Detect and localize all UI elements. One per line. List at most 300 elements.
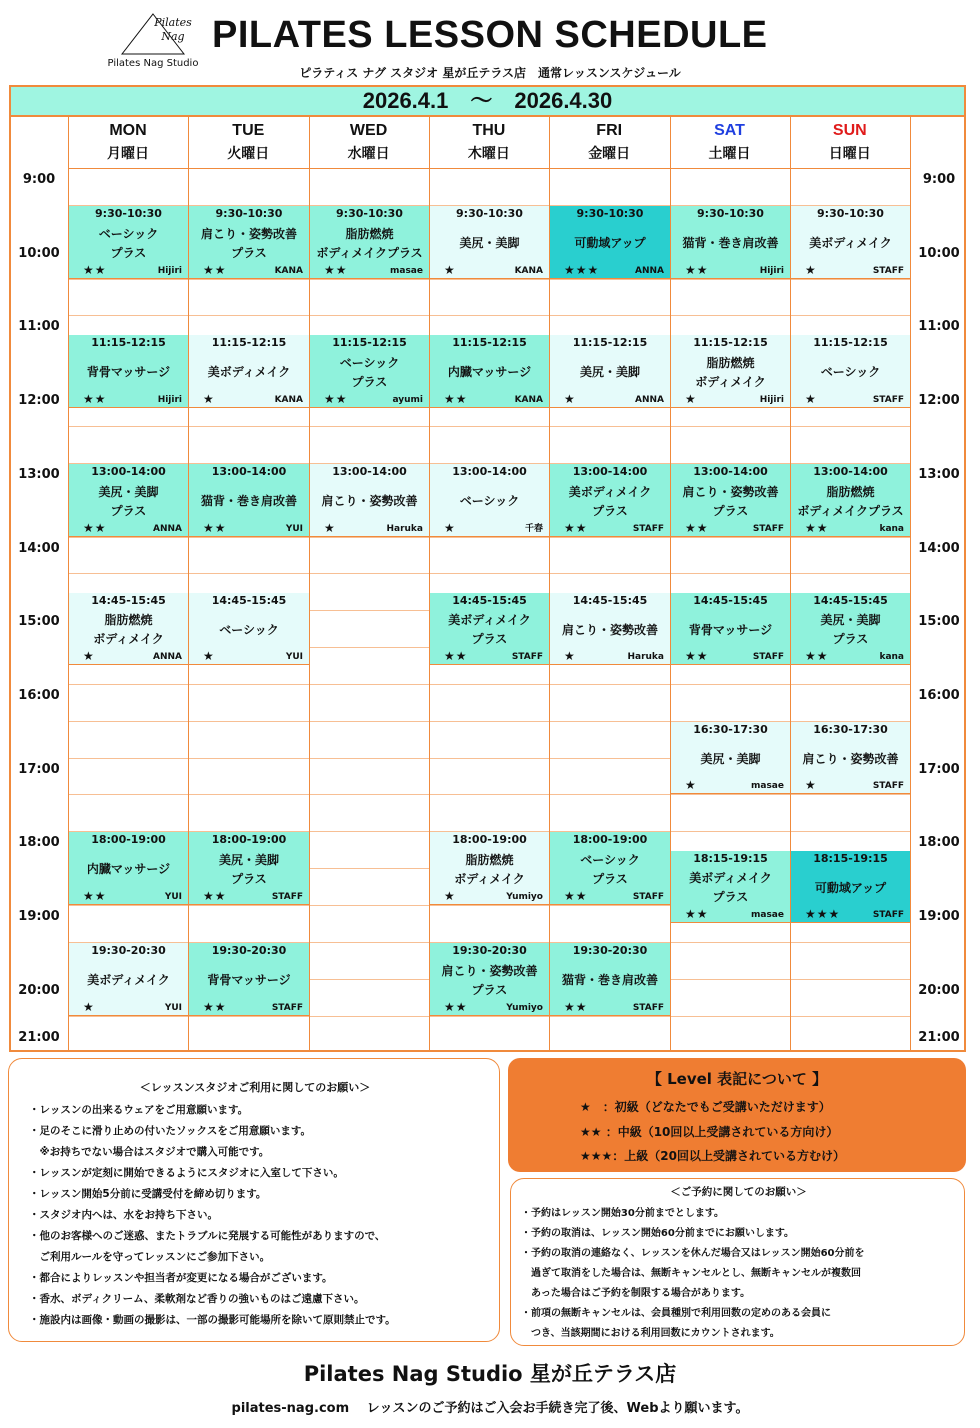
lesson-instructor: ANNA bbox=[153, 652, 182, 662]
lesson-time: 9:30-10:30 bbox=[456, 207, 523, 220]
lesson-name: 美ボディメイク bbox=[689, 871, 772, 885]
reservation-rule-item: 過ぎて取消をした場合は、無断キャンセルとし、無断キャンセルが複数回 bbox=[521, 1268, 861, 1279]
lesson-instructor: Hijiri bbox=[157, 395, 182, 405]
level-legend-item: ★★ ：中級（10回以上受講されている方向け） bbox=[580, 1124, 839, 1139]
hour-label-left: 19:00 bbox=[18, 909, 60, 924]
lesson-instructor: masae bbox=[751, 781, 784, 791]
lesson-name: 美ボディメイク bbox=[87, 973, 170, 987]
lesson-time: 14:45-15:45 bbox=[91, 594, 166, 607]
lesson-level-stars: ★ bbox=[444, 889, 456, 903]
lesson-level-stars: ★ bbox=[444, 263, 456, 277]
lesson-time: 19:30-20:30 bbox=[452, 944, 527, 957]
lesson-level-stars: ★★ bbox=[324, 263, 348, 277]
hour-label-left: 17:00 bbox=[18, 762, 60, 777]
lesson-cell[interactable] bbox=[671, 593, 790, 665]
level-legend-item: ★★★：上級（20回以上受講されている方むけ） bbox=[580, 1149, 845, 1163]
lesson-cell[interactable] bbox=[189, 943, 309, 1016]
lesson-cell[interactable] bbox=[430, 206, 549, 279]
lesson-level-stars: ★ bbox=[805, 778, 817, 792]
lesson-level-stars: ★★ bbox=[83, 392, 107, 406]
lesson-time: 11:15-12:15 bbox=[211, 336, 287, 349]
studio-rule-item: ・レッスンの出来るウェアをご用意願います。 bbox=[29, 1104, 249, 1116]
lesson-level-stars: ★★ bbox=[203, 263, 227, 277]
day-header-thu bbox=[429, 119, 549, 167]
lesson-time: 19:30-20:30 bbox=[91, 944, 166, 957]
lesson-name: 肩こり・姿勢改善 bbox=[200, 227, 297, 241]
lesson-instructor: Haruka bbox=[627, 652, 664, 662]
lesson-cell[interactable] bbox=[791, 464, 910, 537]
lesson-time: 9:30-10:30 bbox=[576, 207, 644, 220]
hour-label-left: 10:00 bbox=[18, 246, 60, 261]
lesson-name: ベーシック bbox=[820, 365, 881, 379]
lesson-cell[interactable] bbox=[430, 464, 549, 537]
hour-label-right: 9:00 bbox=[922, 172, 956, 187]
lesson-instructor: Haruka bbox=[386, 524, 423, 534]
lesson-instructor: masae bbox=[751, 910, 784, 920]
studio-rule-item: ・レッスン開始5分前に受講受付を締め切ります。 bbox=[29, 1188, 267, 1200]
lesson-level-stars: ★★ bbox=[203, 521, 227, 535]
lesson-instructor: STAFF bbox=[872, 266, 904, 276]
lesson-instructor: STAFF bbox=[752, 652, 784, 662]
hour-label-left: 9:00 bbox=[22, 172, 56, 187]
day-name-jp: 金曜日 bbox=[588, 146, 631, 162]
lesson-instructor: Hijiri bbox=[759, 395, 784, 405]
lesson-level-stars: ★ bbox=[564, 392, 576, 406]
lesson-name: プラス bbox=[592, 872, 628, 886]
lesson-level-stars: ★★ bbox=[685, 907, 709, 921]
lesson-time: 16:30-17:30 bbox=[693, 723, 768, 736]
slot-line bbox=[68, 1016, 910, 1017]
lesson-name: ボディメイクプラス bbox=[797, 504, 904, 518]
lesson-level-stars: ★ bbox=[203, 649, 215, 663]
lesson-level-stars: ★★ bbox=[203, 889, 227, 903]
hour-label-right: 13:00 bbox=[918, 467, 960, 482]
lesson-level-stars: ★★ bbox=[83, 889, 107, 903]
lesson-time: 14:45-15:45 bbox=[452, 594, 527, 607]
lesson-name: 肩こり・姿勢改善 bbox=[561, 623, 658, 637]
lesson-name: 美尻・美脚 bbox=[459, 236, 520, 250]
reservation-rule-item: ・予約はレッスン開始30分前までとします。 bbox=[521, 1208, 725, 1219]
schedule-grid bbox=[9, 117, 966, 1052]
lesson-level-stars: ★ bbox=[324, 521, 336, 535]
lesson-instructor: YUI bbox=[164, 1003, 182, 1013]
hour-label-left: 14:00 bbox=[18, 541, 60, 556]
day-header-sun bbox=[790, 119, 910, 167]
lesson-instructor: KANA bbox=[514, 266, 543, 276]
lesson-level-stars: ★★ bbox=[564, 889, 588, 903]
lesson-time: 11:15-12:15 bbox=[452, 336, 527, 349]
lesson-instructor: KANA bbox=[514, 395, 543, 405]
lesson-instructor: masae bbox=[390, 266, 423, 276]
reservation-rules-heading: ＜ご予約に関してのお願い＞ bbox=[670, 1186, 807, 1198]
hour-label-right: 20:00 bbox=[918, 983, 960, 998]
lesson-level-stars: ★ bbox=[805, 392, 817, 406]
lesson-instructor: Yumiyo bbox=[506, 1003, 543, 1013]
lesson-name: 美尻・美脚 bbox=[218, 853, 279, 867]
logo-studio-name: Pilates Nag Studio bbox=[107, 58, 199, 69]
lesson-name: 脂肪燃焼 bbox=[706, 356, 755, 370]
lesson-instructor: YUI bbox=[164, 892, 182, 902]
lesson-name: プラス bbox=[110, 246, 147, 260]
lesson-level-stars: ★★ bbox=[564, 1000, 588, 1014]
lesson-name: 脂肪燃焼 bbox=[465, 853, 514, 867]
schedule-period: 2026.4.1 ～ 2026.4.30 bbox=[9, 85, 966, 117]
hour-label-right: 19:00 bbox=[918, 909, 960, 924]
lesson-name: プラス bbox=[110, 504, 147, 518]
lesson-cell[interactable] bbox=[550, 593, 670, 665]
lesson-name: 可動域アップ bbox=[574, 236, 646, 250]
lesson-time: 16:30-17:30 bbox=[813, 723, 888, 736]
lesson-name: ボディメイク bbox=[93, 632, 164, 646]
studio-rule-item: ・スタジオ内へは、水をお持ち下さい。 bbox=[29, 1209, 218, 1221]
lesson-name: 肩こり・姿勢改善 bbox=[321, 494, 418, 508]
lesson-name: プラス bbox=[471, 632, 508, 646]
lesson-cell[interactable] bbox=[791, 593, 910, 665]
lesson-instructor: STAFF bbox=[271, 1003, 303, 1013]
lesson-cell[interactable] bbox=[791, 722, 910, 794]
level-legend-box bbox=[508, 1058, 966, 1172]
lesson-cell[interactable] bbox=[671, 851, 790, 923]
lesson-instructor: STAFF bbox=[632, 524, 664, 534]
day-header-sat bbox=[670, 119, 790, 167]
lesson-instructor: 千春 bbox=[524, 524, 543, 534]
hour-label-left: 21:00 bbox=[18, 1030, 60, 1045]
lesson-name: プラス bbox=[471, 983, 508, 997]
lesson-level-stars: ★★ bbox=[444, 1000, 468, 1014]
lesson-cell[interactable] bbox=[430, 943, 549, 1016]
day-name-en: SAT bbox=[714, 122, 745, 139]
studio-rule-item: ※お持ちでない場合はスタジオで購入可能です。 bbox=[29, 1146, 270, 1158]
lesson-name: 美ボディメイク bbox=[448, 613, 531, 627]
lesson-cell[interactable] bbox=[671, 335, 790, 408]
day-name-jp: 木曜日 bbox=[467, 146, 510, 162]
lesson-level-stars: ★★ bbox=[685, 521, 709, 535]
lesson-time: 13:00-14:00 bbox=[452, 465, 527, 478]
studio-rule-item: ・都合によりレッスンや担当者が変更になる場合がございます。 bbox=[29, 1272, 333, 1284]
lesson-name: 美尻・美脚 bbox=[98, 485, 159, 499]
lesson-name: 背骨マッサージ bbox=[688, 623, 773, 637]
hour-label-left: 20:00 bbox=[18, 983, 60, 998]
lesson-cell[interactable] bbox=[550, 464, 670, 537]
hour-label-left: 18:00 bbox=[18, 835, 60, 850]
studio-rule-item: ・レッスンが定刻に開始できるようにスタジオに入室して下さい。 bbox=[29, 1167, 344, 1179]
lesson-cell[interactable] bbox=[189, 832, 309, 905]
hour-label-right: 16:00 bbox=[918, 688, 960, 703]
lesson-time: 13:00-14:00 bbox=[211, 465, 287, 478]
reservation-rule-item: ・予約の取消の連絡なく、レッスンを休んだ場合又はレッスン開始60分前を bbox=[521, 1248, 865, 1259]
lesson-time: 11:15-12:15 bbox=[572, 336, 648, 349]
lesson-instructor: STAFF bbox=[752, 524, 784, 534]
lesson-instructor: KANA bbox=[274, 266, 303, 276]
lesson-cell[interactable] bbox=[430, 593, 549, 665]
lesson-name: ベーシック bbox=[98, 227, 159, 241]
lesson-time: 11:15-12:15 bbox=[91, 336, 166, 349]
lesson-cell[interactable] bbox=[189, 593, 309, 665]
lesson-instructor: STAFF bbox=[271, 892, 303, 902]
lesson-time: 18:00-19:00 bbox=[91, 833, 166, 846]
lesson-name: 可動域アップ bbox=[814, 881, 887, 895]
lesson-cell[interactable] bbox=[69, 464, 188, 537]
page-title: PILATES LESSON SCHEDULE bbox=[212, 14, 768, 56]
lesson-time: 14:45-15:45 bbox=[572, 594, 648, 607]
lesson-name: 美ボディメイク bbox=[809, 236, 892, 250]
day-name-jp: 水曜日 bbox=[347, 146, 390, 162]
day-header-wed bbox=[309, 119, 429, 167]
lesson-level-stars: ★★ bbox=[444, 392, 468, 406]
lesson-level-stars: ★★ bbox=[83, 521, 107, 535]
lesson-level-stars: ★★ bbox=[685, 649, 709, 663]
lesson-level-stars: ★ bbox=[203, 392, 215, 406]
lesson-cell[interactable] bbox=[550, 206, 670, 279]
lesson-name: 猫背・巻き肩改善 bbox=[200, 494, 297, 508]
lesson-level-stars: ★★ bbox=[805, 649, 829, 663]
lesson-level-stars: ★★ bbox=[203, 1000, 227, 1014]
lesson-name: ボディメイク bbox=[454, 872, 525, 886]
lesson-name: 美ボディメイク bbox=[568, 485, 652, 499]
lesson-cell[interactable] bbox=[189, 206, 309, 279]
lesson-time: 13:00-14:00 bbox=[572, 465, 648, 478]
lesson-name: 肩こり・姿勢改善 bbox=[682, 485, 779, 499]
lesson-time: 13:00-14:00 bbox=[693, 465, 768, 478]
lesson-name: ベーシック bbox=[580, 853, 640, 867]
lesson-time: 11:15-12:15 bbox=[693, 336, 768, 349]
lesson-time: 14:45-15:45 bbox=[211, 594, 287, 607]
lesson-time: 13:00-14:00 bbox=[332, 465, 407, 478]
lesson-level-stars: ★ bbox=[564, 649, 576, 663]
lesson-name: ベーシック bbox=[459, 494, 520, 508]
header-divider bbox=[68, 168, 910, 169]
lesson-time: 11:15-12:15 bbox=[332, 336, 407, 349]
day-name-en: TUE bbox=[232, 122, 265, 139]
hour-label-right: 12:00 bbox=[918, 393, 960, 408]
lesson-instructor: ANNA bbox=[635, 395, 664, 405]
lesson-name: プラス bbox=[832, 632, 869, 646]
lesson-cell[interactable] bbox=[310, 335, 429, 408]
lesson-instructor: kana bbox=[879, 524, 904, 534]
studio-rules-box bbox=[8, 1058, 500, 1342]
lesson-instructor: STAFF bbox=[872, 781, 904, 791]
lesson-cell[interactable] bbox=[550, 335, 670, 408]
lesson-name: 脂肪燃焼 bbox=[345, 227, 394, 241]
lesson-name: プラス bbox=[231, 246, 267, 260]
reservation-rule-item: あった場合はご予約を制限する場合があります。 bbox=[521, 1288, 751, 1299]
lesson-time: 9:30-10:30 bbox=[215, 207, 283, 220]
day-name-en: THU bbox=[472, 122, 506, 139]
studio-rule-item: ・施設内は画像・動画の撮影は、一部の撮影可能場所を除いて原則禁止です。 bbox=[29, 1314, 396, 1326]
lesson-name: 肩こり・姿勢改善 bbox=[441, 964, 538, 978]
lesson-cell[interactable] bbox=[69, 593, 188, 665]
slot-line bbox=[68, 794, 910, 795]
lesson-level-stars: ★ bbox=[444, 521, 456, 535]
hour-label-left: 15:00 bbox=[18, 614, 60, 629]
reservation-rule-item: ・前項の無断キャンセルは、会員種別で利用回数の定めのある会員に bbox=[521, 1308, 831, 1319]
lesson-name: 美尻・美脚 bbox=[700, 752, 761, 766]
lesson-name: 猫背・巻き肩改善 bbox=[682, 236, 779, 250]
studio-rules-heading: ＜レッスンスタジオご利用に関してのお願い＞ bbox=[139, 1081, 371, 1094]
lesson-time: 13:00-14:00 bbox=[91, 465, 166, 478]
lesson-cell[interactable] bbox=[671, 464, 790, 537]
slot-line bbox=[68, 279, 910, 280]
lesson-instructor: STAFF bbox=[872, 910, 904, 920]
logo-text-top: Pilates bbox=[154, 16, 192, 29]
lesson-level-stars: ★ bbox=[83, 649, 95, 663]
lesson-time: 18:00-19:00 bbox=[572, 833, 648, 846]
logo-text-bottom: Nag bbox=[161, 30, 185, 43]
lesson-name: 美ボディメイク bbox=[207, 365, 291, 379]
lesson-instructor: ANNA bbox=[635, 266, 664, 276]
hour-label-left: 12:00 bbox=[18, 393, 60, 408]
lesson-instructor: KANA bbox=[274, 395, 303, 405]
footer-note: pilates-nag.com レッスンのご予約はご入会お手続き完了後、Webより願います。 bbox=[231, 1401, 749, 1416]
lesson-cell[interactable] bbox=[310, 464, 429, 537]
lesson-level-stars: ★★ bbox=[805, 521, 829, 535]
lesson-name: 背骨マッサージ bbox=[207, 973, 291, 987]
lesson-name: 美尻・美脚 bbox=[579, 365, 640, 379]
lesson-name: プラス bbox=[351, 375, 388, 389]
lesson-level-stars: ★ bbox=[805, 263, 817, 277]
hour-label-right: 17:00 bbox=[918, 762, 960, 777]
lesson-instructor: STAFF bbox=[632, 1003, 664, 1013]
hour-label-left: 11:00 bbox=[18, 319, 60, 334]
reservation-rule-item: つき、当該期間における利用回数にカウントされます。 bbox=[521, 1328, 780, 1339]
hour-label-right: 21:00 bbox=[918, 1030, 960, 1045]
lesson-cell[interactable] bbox=[430, 335, 549, 408]
lesson-instructor: STAFF bbox=[511, 652, 543, 662]
lesson-time: 13:00-14:00 bbox=[813, 465, 888, 478]
lesson-instructor: STAFF bbox=[632, 892, 664, 902]
lesson-level-stars: ★ bbox=[685, 392, 697, 406]
lesson-time: 11:15-12:15 bbox=[813, 336, 888, 349]
hour-label-right: 11:00 bbox=[918, 319, 960, 334]
lesson-cell[interactable] bbox=[671, 206, 790, 279]
day-name-en: WED bbox=[349, 122, 388, 139]
lesson-level-stars: ★★ bbox=[685, 263, 709, 277]
lesson-cell[interactable] bbox=[550, 943, 670, 1016]
lesson-instructor: Hijiri bbox=[157, 266, 182, 276]
slot-line bbox=[68, 537, 910, 538]
lesson-name: ベーシック bbox=[219, 623, 279, 637]
lesson-cell[interactable] bbox=[189, 464, 309, 537]
lesson-cell[interactable] bbox=[310, 206, 429, 279]
day-name-jp: 月曜日 bbox=[107, 146, 149, 162]
lesson-time: 19:30-20:30 bbox=[211, 944, 287, 957]
lesson-time: 19:30-20:30 bbox=[572, 944, 648, 957]
lesson-time: 18:15-19:15 bbox=[693, 852, 768, 865]
page-subtitle: ピラティス ナグ スタジオ 星が丘テラス店 通常レッスンスケジュール bbox=[299, 66, 681, 80]
day-name-jp: 火曜日 bbox=[227, 146, 270, 162]
day-name-en: FRI bbox=[596, 122, 623, 139]
lesson-name: 猫背・巻き肩改善 bbox=[561, 973, 658, 987]
lesson-time: 9:30-10:30 bbox=[697, 207, 764, 220]
level-legend-item: ★ ：初級（どなたでもご受講いただけます） bbox=[580, 1100, 831, 1114]
lesson-time: 9:30-10:30 bbox=[336, 207, 403, 220]
lesson-name: 背骨マッサージ bbox=[86, 365, 171, 379]
studio-rule-item: ・他のお客様へのご迷惑、またトラブルに発展する可能性がありますので、 bbox=[29, 1230, 386, 1242]
lesson-name: 肩こり・姿勢改善 bbox=[802, 752, 899, 766]
lesson-name: 内臓マッサージ bbox=[86, 862, 171, 876]
day-header-fri bbox=[549, 119, 669, 167]
lesson-time: 9:30-10:30 bbox=[95, 207, 162, 220]
slot-line bbox=[68, 426, 910, 427]
lesson-instructor: STAFF bbox=[872, 395, 904, 405]
lesson-name: 美尻・美脚 bbox=[820, 613, 881, 627]
lesson-cell[interactable] bbox=[791, 206, 910, 279]
lesson-name: プラス bbox=[592, 504, 628, 518]
lesson-level-stars: ★★ bbox=[444, 649, 468, 663]
day-header-mon bbox=[68, 119, 188, 167]
day-name-en: MON bbox=[109, 122, 147, 139]
day-name-jp: 土曜日 bbox=[708, 146, 751, 162]
lesson-instructor: kana bbox=[879, 652, 904, 662]
studio-rule-item: ・足のそこに滑り止めの付いたソックスをご用意願います。 bbox=[29, 1125, 312, 1137]
lesson-name: 脂肪燃焼 bbox=[826, 485, 875, 499]
studio-rule-item: ・香水、ボディクリーム、柔軟剤など香りの強いものはご遠慮下さい。 bbox=[29, 1293, 365, 1305]
slot-line bbox=[68, 315, 910, 316]
studio-rule-item: ご利用ルールを守ってレッスンにご参加下さい。 bbox=[29, 1251, 271, 1263]
lesson-cell[interactable] bbox=[189, 335, 309, 408]
lesson-instructor: YUI bbox=[285, 524, 303, 534]
hour-label-right: 18:00 bbox=[918, 835, 960, 850]
hour-label-left: 16:00 bbox=[18, 688, 60, 703]
lesson-name: 内臓マッサージ bbox=[447, 365, 532, 379]
lesson-level-stars: ★★ bbox=[564, 521, 588, 535]
lesson-cell[interactable] bbox=[69, 206, 188, 279]
lesson-level-stars: ★★★ bbox=[564, 263, 600, 277]
level-legend-heading: 【 Level 表記について 】 bbox=[646, 1070, 828, 1088]
lesson-cell[interactable] bbox=[69, 832, 188, 905]
lesson-cell[interactable] bbox=[69, 335, 188, 408]
lesson-level-stars: ★★ bbox=[324, 392, 348, 406]
hour-label-left: 13:00 bbox=[18, 467, 60, 482]
lesson-cell[interactable] bbox=[791, 851, 910, 923]
reservation-rule-item: ・予約の取消は、レッスン開始60分前までにお願いします。 bbox=[521, 1228, 795, 1239]
lesson-name: ボディメイク bbox=[695, 375, 766, 389]
footer-studio-name: Pilates Nag Studio 星が丘テラス店 bbox=[303, 1362, 677, 1386]
lesson-name: プラス bbox=[231, 872, 267, 886]
day-header-tue bbox=[188, 119, 308, 167]
lesson-cell[interactable] bbox=[550, 832, 670, 905]
lesson-name: 脂肪燃焼 bbox=[104, 613, 153, 627]
lesson-time: 14:45-15:45 bbox=[813, 594, 888, 607]
lesson-cell[interactable] bbox=[430, 832, 549, 905]
lesson-name: プラス bbox=[712, 504, 749, 518]
lesson-instructor: ayumi bbox=[392, 395, 423, 405]
lesson-level-stars: ★★ bbox=[83, 263, 107, 277]
hour-label-right: 10:00 bbox=[918, 246, 960, 261]
lesson-instructor: Yumiyo bbox=[506, 892, 543, 902]
lesson-name: ボディメイクプラス bbox=[316, 246, 423, 260]
lesson-time: 14:45-15:45 bbox=[693, 594, 768, 607]
lesson-cell[interactable] bbox=[791, 335, 910, 408]
lesson-level-stars: ★★★ bbox=[805, 907, 841, 921]
reservation-rules-box bbox=[510, 1178, 965, 1346]
lesson-level-stars: ★ bbox=[685, 778, 697, 792]
lesson-time: 18:00-19:00 bbox=[211, 833, 287, 846]
lesson-name: ベーシック bbox=[339, 356, 400, 370]
lesson-level-stars: ★ bbox=[83, 1000, 95, 1014]
hour-label-right: 15:00 bbox=[918, 614, 960, 629]
lesson-cell[interactable] bbox=[671, 722, 790, 794]
lesson-name: プラス bbox=[712, 890, 749, 904]
day-name-en: SUN bbox=[832, 122, 867, 139]
day-name-jp: 日曜日 bbox=[828, 146, 871, 162]
lesson-instructor: Hijiri bbox=[759, 266, 784, 276]
lesson-time: 18:15-19:15 bbox=[813, 852, 888, 865]
lesson-instructor: YUI bbox=[285, 652, 303, 662]
lesson-instructor: ANNA bbox=[153, 524, 182, 534]
lesson-cell[interactable] bbox=[69, 943, 188, 1016]
slot-line bbox=[68, 573, 910, 574]
